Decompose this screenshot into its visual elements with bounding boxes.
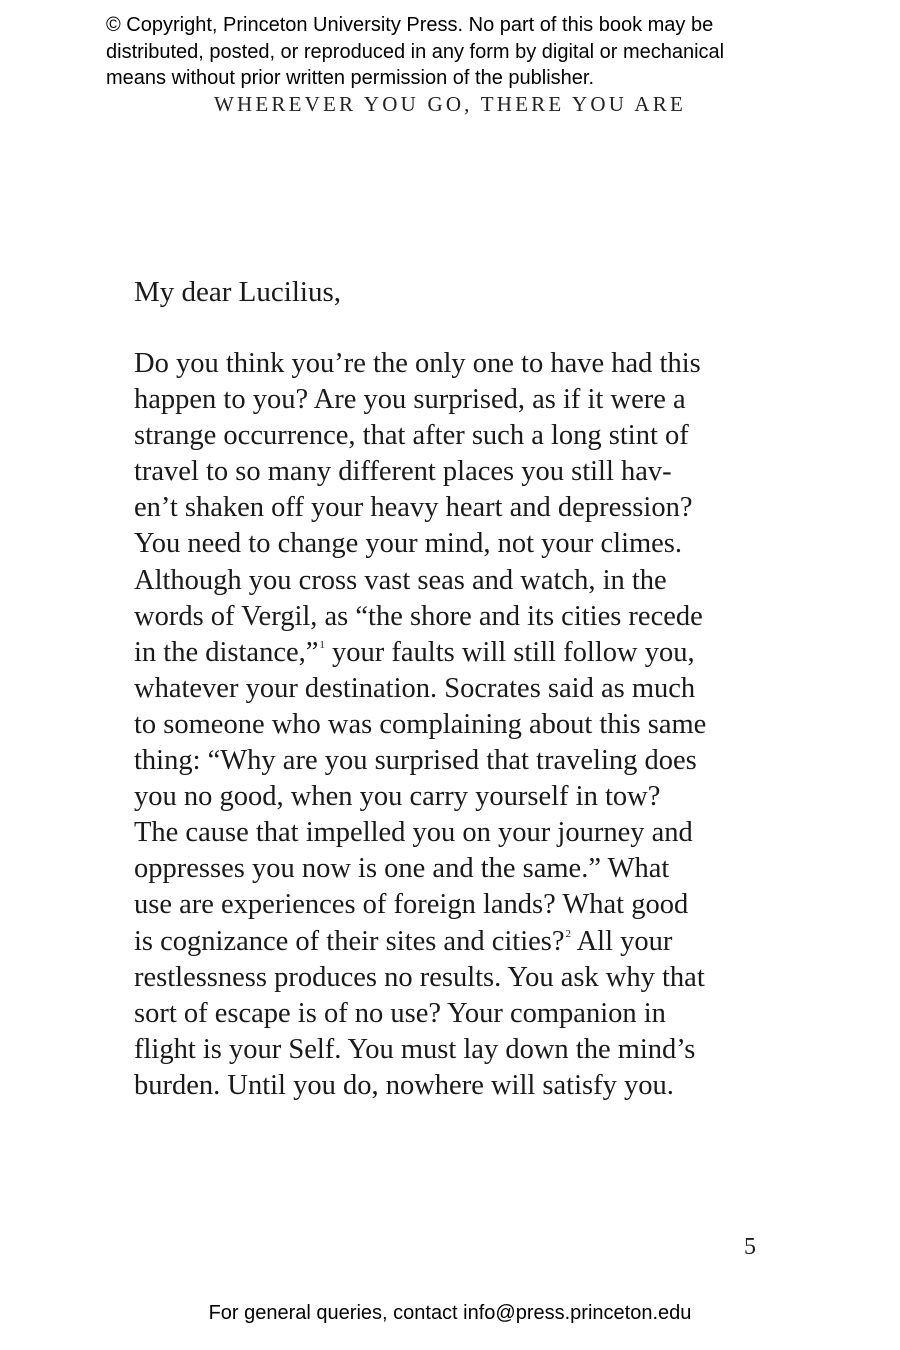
text-line-part: All your — [571, 925, 673, 957]
text-line: you no good, when you carry yourself in tow? — [134, 781, 661, 813]
page-number: 5 — [744, 1234, 756, 1260]
copyright-line: means without prior written permission of the publisher. — [106, 67, 595, 89]
text-line: Although you cross vast seas and watch, in the — [134, 564, 667, 596]
text-line: whatever your destination. Socrates said as much — [134, 672, 696, 704]
text-line-part: in the distance,” — [134, 636, 319, 668]
text-line-part: your faults will still follow you, — [324, 636, 695, 668]
letter-body — [134, 346, 794, 1104]
text-line: restlessness produces no results. You ask why that — [134, 961, 705, 993]
footnote-marker-2[interactable]: 2 — [565, 927, 572, 940]
text-line: happen to you? Are you surprised, as if it were a — [134, 384, 686, 416]
text-line: Do you think you’re the only one to have had this — [134, 348, 701, 379]
text-line: en’t shaken off your heavy heart and depression? — [134, 492, 693, 524]
footer-contact: For general queries, contact info@press.princeton.edu — [208, 1302, 692, 1324]
text-line: words of Vergil, as “the shore and its cities recede — [134, 600, 703, 632]
salutation: My dear Lucilius, — [134, 276, 341, 308]
footnote-marker-1[interactable]: 1 — [319, 638, 325, 651]
copyright-line: distributed, posted, or reproduced in any form by digital or mechanical — [106, 40, 725, 63]
text-line-part: is cognizance of their sites and cities? — [134, 925, 565, 957]
text-line: The cause that impelled you on your journey and — [134, 817, 693, 849]
text-line: travel to so many different places you still hav- — [134, 456, 672, 488]
text-line: sort of escape is of no use? Your companion in — [134, 997, 666, 1029]
text-line-with-footnote — [134, 635, 794, 671]
running-head: WHEREVER YOU GO, THERE YOU ARE — [213, 92, 687, 116]
text-line: flight is your Self. You must lay down the mind’s — [134, 1033, 696, 1065]
text-line-with-footnote — [134, 924, 794, 960]
text-line: oppresses you now is one and the same.” What — [134, 853, 670, 885]
text-line: You need to change your mind, not your climes. — [134, 528, 683, 560]
text-line: burden. Until you do, nowhere will satisfy you. — [134, 1069, 674, 1101]
text-line: thing: “Why are you surprised that traveling does — [134, 745, 697, 777]
copyright-notice — [106, 12, 806, 92]
text-line: use are experiences of foreign lands? What good — [134, 889, 689, 921]
text-line: strange occurrence, that after such a long stint of — [134, 420, 689, 452]
text-line: to someone who was complaining about this same — [134, 708, 707, 740]
copyright-line: © Copyright, Princeton University Press. No part of this book may be — [106, 14, 714, 36]
